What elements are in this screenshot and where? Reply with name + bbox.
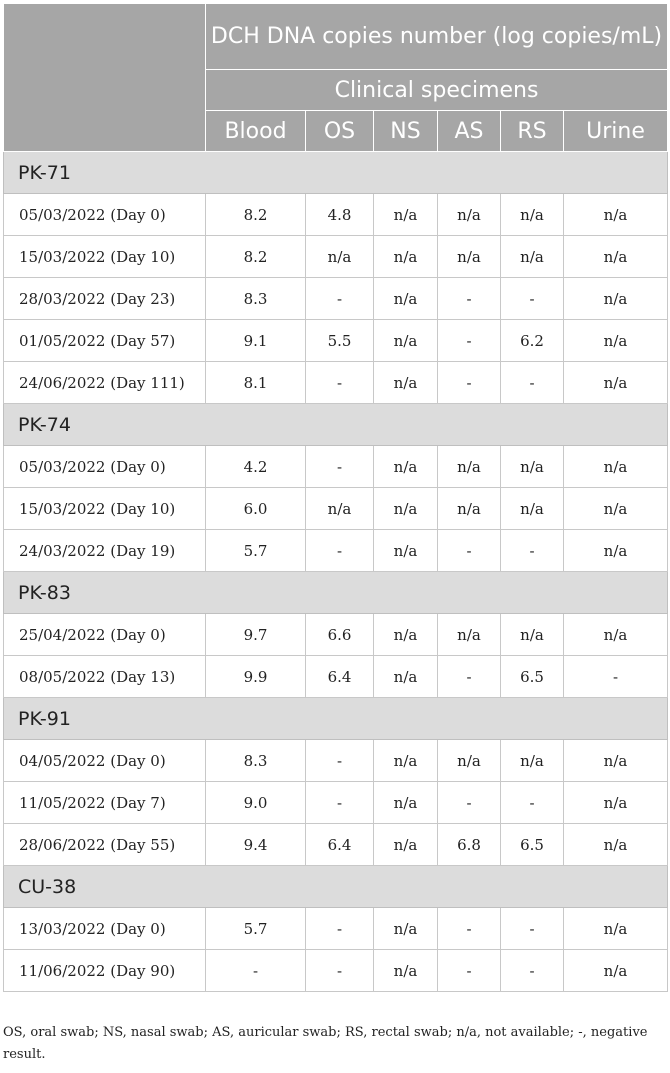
value-cell: 5.7 (206, 908, 306, 950)
value-cell: - (306, 740, 374, 782)
value-cell: 8.1 (206, 362, 306, 404)
value-cell: 9.7 (206, 614, 306, 656)
value-cell: - (438, 530, 501, 572)
date-cell: 15/03/2022 (Day 10) (4, 236, 206, 278)
value-cell: n/a (374, 908, 438, 950)
table-row (4, 236, 668, 278)
value-cell: n/a (564, 236, 668, 278)
value-cell: n/a (374, 278, 438, 320)
value-cell: n/a (564, 824, 668, 866)
value-cell: 9.4 (206, 824, 306, 866)
value-cell: n/a (438, 740, 501, 782)
value-cell: - (306, 908, 374, 950)
value-cell: n/a (306, 488, 374, 530)
value-cell: n/a (564, 908, 668, 950)
table-row (4, 740, 668, 782)
value-cell: 6.5 (501, 824, 564, 866)
value-cell: n/a (374, 614, 438, 656)
group-label: PK-91 (4, 698, 668, 740)
value-cell: n/a (374, 488, 438, 530)
value-cell: 6.5 (501, 656, 564, 698)
value-cell: 6.8 (438, 824, 501, 866)
col-header-as: AS (438, 111, 501, 152)
value-cell: n/a (564, 740, 668, 782)
date-cell: 11/06/2022 (Day 90) (4, 950, 206, 992)
header-title: DCH DNA copies number (log copies/mL) (206, 4, 668, 70)
table-row (4, 488, 668, 530)
value-cell: - (438, 656, 501, 698)
date-cell: 04/05/2022 (Day 0) (4, 740, 206, 782)
value-cell: 9.9 (206, 656, 306, 698)
value-cell: n/a (501, 614, 564, 656)
date-cell: 24/06/2022 (Day 111) (4, 362, 206, 404)
table-row (4, 530, 668, 572)
group-row (4, 572, 668, 614)
value-cell: 6.2 (501, 320, 564, 362)
table-row (4, 614, 668, 656)
group-label: PK-71 (4, 152, 668, 194)
date-cell: 05/03/2022 (Day 0) (4, 194, 206, 236)
value-cell: 8.3 (206, 740, 306, 782)
value-cell: - (501, 530, 564, 572)
date-cell: 01/05/2022 (Day 57) (4, 320, 206, 362)
header-corner (4, 4, 206, 152)
value-cell: - (438, 782, 501, 824)
table-row (4, 278, 668, 320)
value-cell: n/a (374, 740, 438, 782)
value-cell: - (438, 908, 501, 950)
value-cell: - (306, 530, 374, 572)
group-row (4, 152, 668, 194)
value-cell: - (564, 656, 668, 698)
col-header-urine: Urine (564, 111, 668, 152)
value-cell: 9.0 (206, 782, 306, 824)
value-cell: n/a (501, 236, 564, 278)
value-cell: - (306, 950, 374, 992)
value-cell: n/a (564, 530, 668, 572)
date-cell: 25/04/2022 (Day 0) (4, 614, 206, 656)
value-cell: n/a (374, 362, 438, 404)
value-cell: - (501, 782, 564, 824)
table-row (4, 446, 668, 488)
table-row (4, 362, 668, 404)
value-cell: n/a (564, 614, 668, 656)
value-cell: n/a (564, 362, 668, 404)
date-cell: 28/03/2022 (Day 23) (4, 278, 206, 320)
col-header-blood: Blood (206, 111, 306, 152)
table-row (4, 950, 668, 992)
value-cell: - (306, 362, 374, 404)
group-label: PK-83 (4, 572, 668, 614)
value-cell: 6.6 (306, 614, 374, 656)
value-cell: - (501, 362, 564, 404)
value-cell: - (206, 950, 306, 992)
value-cell: n/a (501, 488, 564, 530)
col-header-rs: RS (501, 111, 564, 152)
table-row (4, 194, 668, 236)
value-cell: - (438, 362, 501, 404)
header-subtitle: Clinical specimens (206, 70, 668, 111)
value-cell: n/a (374, 656, 438, 698)
value-cell: n/a (438, 488, 501, 530)
value-cell: - (501, 908, 564, 950)
date-cell: 11/05/2022 (Day 7) (4, 782, 206, 824)
value-cell: n/a (374, 782, 438, 824)
table-footnote: OS, oral swab; NS, nasal swab; AS, auricular swab; RS, rectal swab; n/a, not available; -, negative result. (3, 1025, 648, 1062)
group-row (4, 404, 668, 446)
value-cell: - (501, 950, 564, 992)
value-cell: n/a (374, 446, 438, 488)
value-cell: - (306, 782, 374, 824)
value-cell: n/a (501, 194, 564, 236)
value-cell: n/a (438, 446, 501, 488)
value-cell: 6.0 (206, 488, 306, 530)
date-cell: 24/03/2022 (Day 19) (4, 530, 206, 572)
value-cell: 8.2 (206, 236, 306, 278)
col-header-os: OS (306, 111, 374, 152)
value-cell: n/a (564, 950, 668, 992)
value-cell: n/a (438, 194, 501, 236)
value-cell: n/a (374, 194, 438, 236)
value-cell: n/a (438, 236, 501, 278)
value-cell: - (306, 446, 374, 488)
table-row (4, 782, 668, 824)
date-cell: 05/03/2022 (Day 0) (4, 446, 206, 488)
value-cell: n/a (438, 614, 501, 656)
value-cell: 5.5 (306, 320, 374, 362)
col-header-ns: NS (374, 111, 438, 152)
date-cell: 15/03/2022 (Day 10) (4, 488, 206, 530)
value-cell: n/a (564, 488, 668, 530)
value-cell: 6.4 (306, 656, 374, 698)
value-cell: n/a (306, 236, 374, 278)
value-cell: 5.7 (206, 530, 306, 572)
value-cell: 4.2 (206, 446, 306, 488)
value-cell: - (438, 320, 501, 362)
value-cell: 8.2 (206, 194, 306, 236)
value-cell: - (306, 278, 374, 320)
value-cell: n/a (374, 530, 438, 572)
value-cell: n/a (501, 446, 564, 488)
data-table (3, 3, 668, 992)
value-cell: n/a (374, 236, 438, 278)
table-row (4, 656, 668, 698)
value-cell: n/a (564, 782, 668, 824)
table-row (4, 320, 668, 362)
value-cell: n/a (374, 320, 438, 362)
value-cell: 6.4 (306, 824, 374, 866)
value-cell: n/a (374, 824, 438, 866)
value-cell: n/a (564, 194, 668, 236)
date-cell: 13/03/2022 (Day 0) (4, 908, 206, 950)
value-cell: n/a (564, 278, 668, 320)
date-cell: 08/05/2022 (Day 13) (4, 656, 206, 698)
value-cell: n/a (564, 446, 668, 488)
group-label: CU-38 (4, 866, 668, 908)
date-cell: 28/06/2022 (Day 55) (4, 824, 206, 866)
table-row (4, 908, 668, 950)
value-cell: - (501, 278, 564, 320)
value-cell: 4.8 (306, 194, 374, 236)
value-cell: n/a (374, 950, 438, 992)
value-cell: - (438, 950, 501, 992)
group-label: PK-74 (4, 404, 668, 446)
value-cell: n/a (564, 320, 668, 362)
value-cell: 8.3 (206, 278, 306, 320)
group-row (4, 698, 668, 740)
table-row (4, 824, 668, 866)
value-cell: n/a (501, 740, 564, 782)
table-body (4, 152, 668, 992)
value-cell: - (438, 278, 501, 320)
value-cell: 9.1 (206, 320, 306, 362)
group-row (4, 866, 668, 908)
table-header (4, 4, 668, 152)
